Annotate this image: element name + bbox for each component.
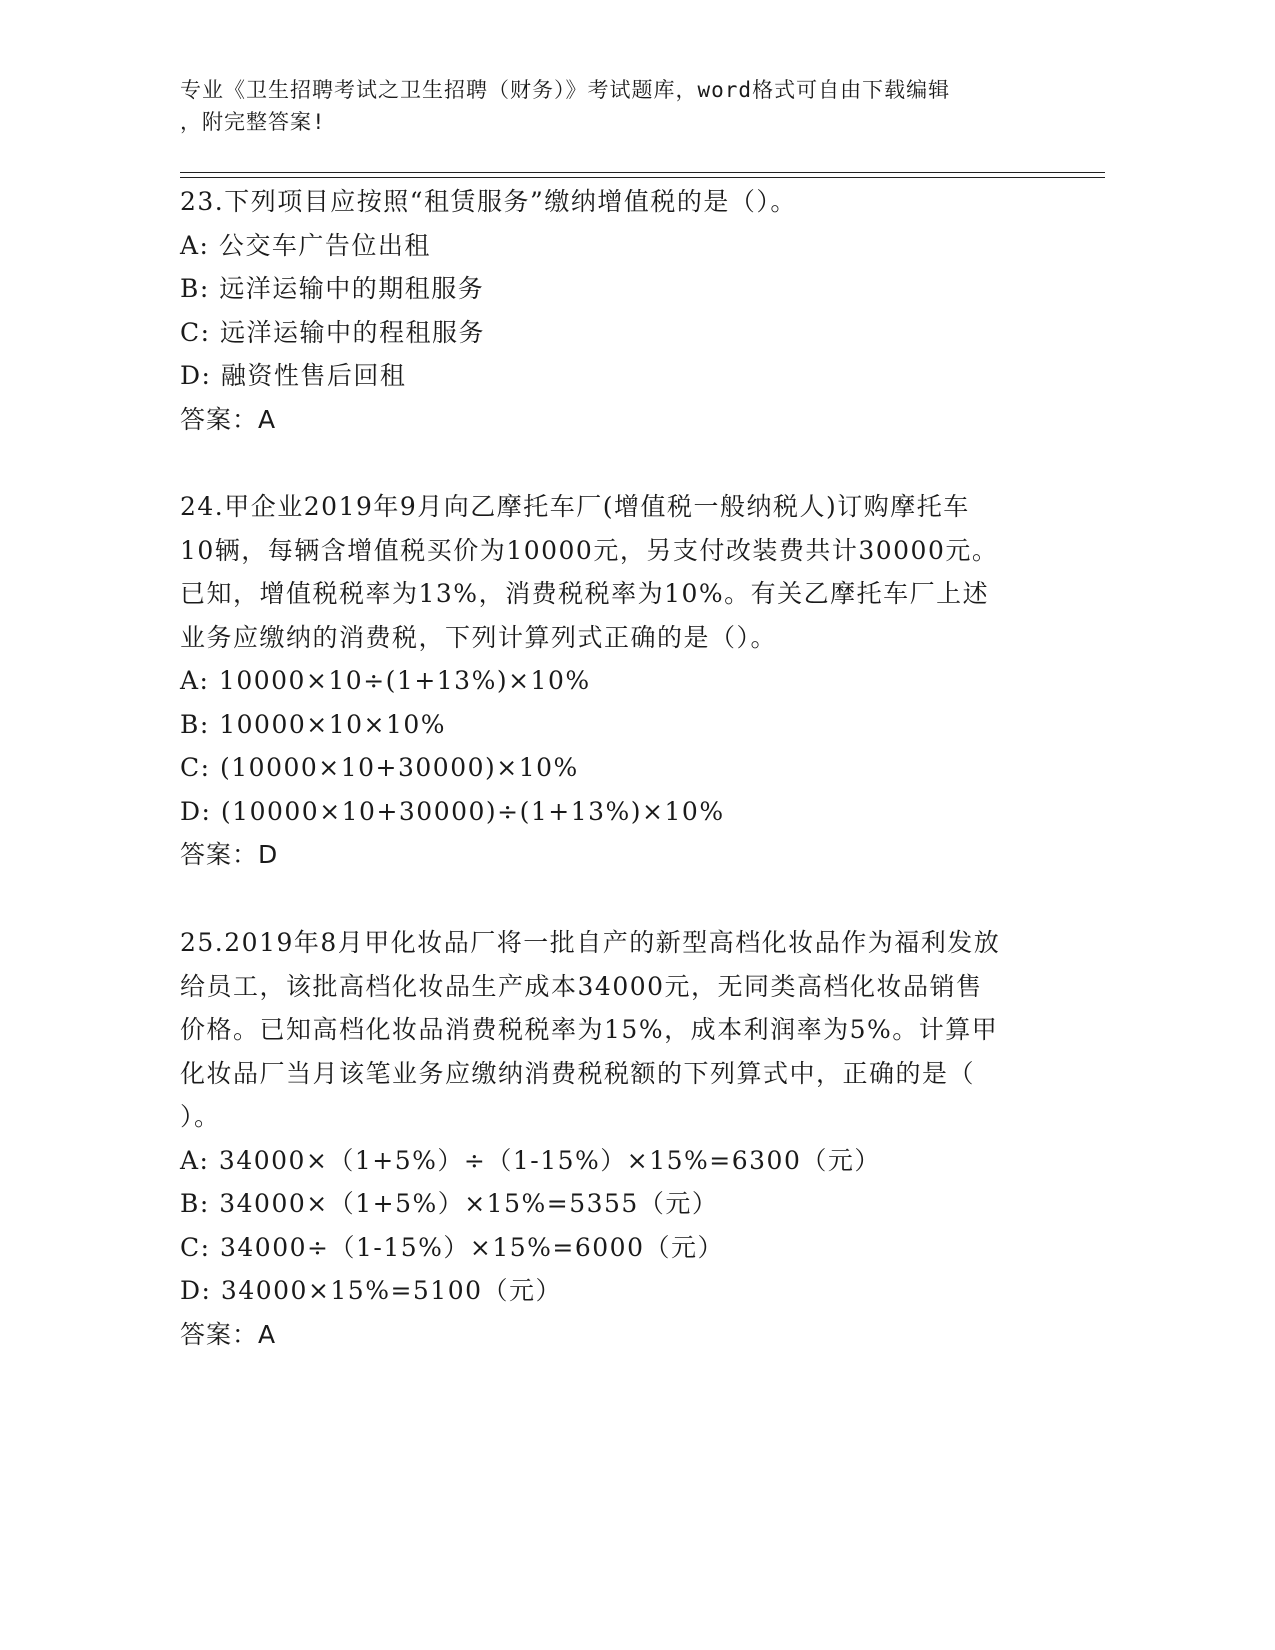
question-stem-line: 10辆，每辆含增值税买价为10000元，另支付改装费共计30000元。	[180, 535, 999, 565]
question-stem-line: 业务应缴纳的消费税，下列计算列式正确的是（）。	[180, 622, 778, 652]
header-line-1: 专业《卫生招聘考试之卫生招聘（财务）》考试题库，word格式可自由下载编辑	[180, 78, 951, 102]
answer-line: 答案：A	[180, 1319, 277, 1349]
answer-line: 答案：D	[180, 840, 279, 869]
question-stem-line: 25.2019年8月甲化妆品厂将一批自产的新型高档化妆品作为福利发放	[180, 928, 1001, 957]
question-25	[180, 921, 1040, 1356]
question-stem-line: 给员工，该批高档化妆品生产成本34000元，无同类高档化妆品销售	[180, 971, 983, 1001]
question-stem-line: ）。	[180, 1102, 221, 1131]
header-divider-top	[180, 172, 1105, 173]
option-b: B: 34000×（1+5%）×15%=5355（元）	[180, 1189, 719, 1218]
question-stem-line: 已知，增值税税率为13%，消费税税率为10%。有关乙摩托车厂上述	[180, 579, 990, 608]
question-stem-line: 价格。已知高档化妆品消费税税率为15%，成本利润率为5%。计算甲	[180, 1015, 999, 1044]
question-23	[180, 180, 1040, 441]
option-c: C: (10000×10+30000)×10%	[180, 753, 579, 782]
option-a: A: 34000×（1+5%）÷（1-15%）×15%=6300（元）	[180, 1145, 881, 1175]
option-d: D: (10000×10+30000)÷(1+13%)×10%	[180, 796, 725, 826]
document-header	[180, 74, 1040, 138]
option-d: D: 融资性售后回租	[180, 361, 407, 390]
question-24	[180, 485, 1040, 877]
question-stem-line: 23.下列项目应按照“租赁服务”缴纳增值税的是（）。	[180, 187, 797, 216]
question-stem-line: 化妆品厂当月该笔业务应缴纳消费税税额的下列算式中，正确的是（	[180, 1058, 976, 1088]
header-line-2: ，附完整答案!	[180, 110, 326, 134]
question-stem-line: 24.甲企业2019年9月向乙摩托车厂(增值税一般纳税人)订购摩托车	[180, 492, 970, 521]
header-divider-bottom	[180, 177, 1105, 178]
option-a: A: 10000×10÷(1+13%)×10%	[180, 666, 591, 695]
answer-line: 答案：A	[180, 404, 277, 434]
option-b: B: 10000×10×10%	[180, 709, 447, 739]
option-c: C: 远洋运输中的程租服务	[180, 317, 485, 347]
option-c: C: 34000÷（1-15%）×15%=6000（元）	[180, 1232, 724, 1262]
option-d: D: 34000×15%=5100（元）	[180, 1276, 563, 1305]
option-a: A: 公交车广告位出租	[180, 230, 431, 260]
option-b: B: 远洋运输中的期租服务	[180, 274, 485, 303]
